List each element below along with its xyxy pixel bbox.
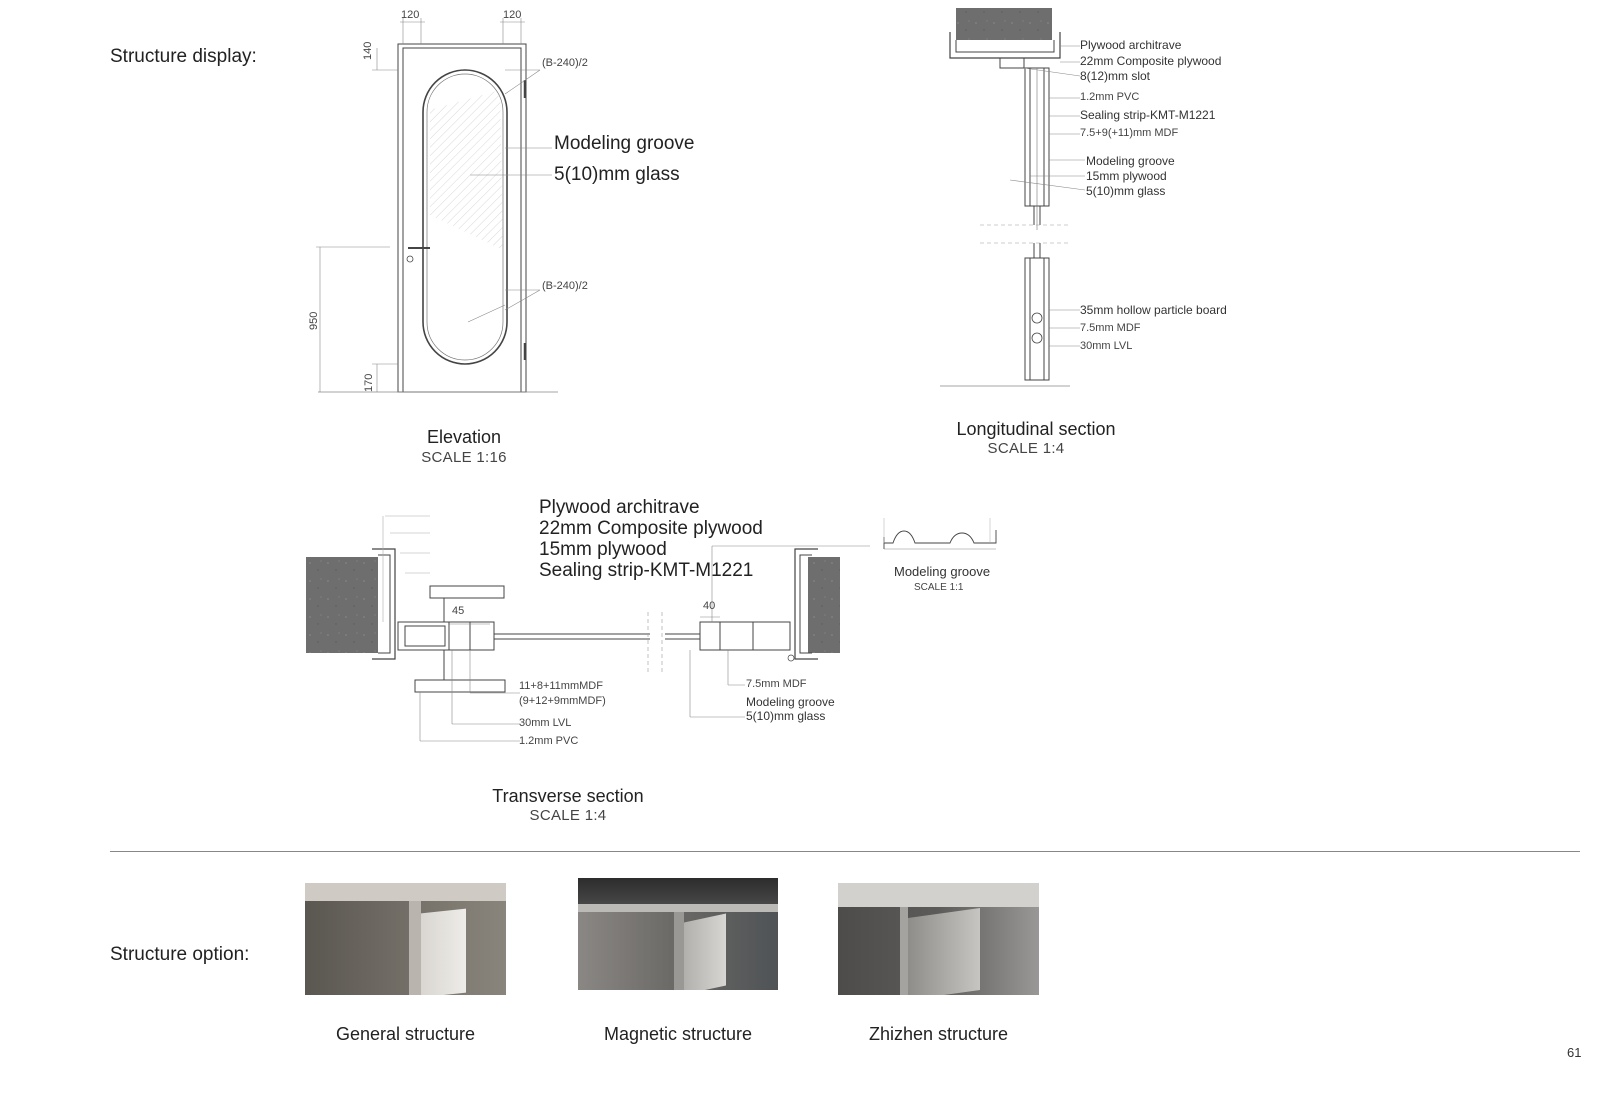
- trans-note-glass: 5(10)mm glass: [746, 709, 826, 723]
- trans-note-lvl: 30mm LVL: [519, 717, 572, 729]
- trans-note-pvc: 1.2mm PVC: [519, 735, 579, 747]
- long-note-slot: 8(12)mm slot: [1080, 69, 1151, 83]
- elevation-title: Elevation: [426, 427, 502, 447]
- trans-note-composite: 22mm Composite plywood: [539, 518, 763, 539]
- groove-detail-title: Modeling groove: [894, 564, 991, 579]
- trans-dim-right: 40: [703, 600, 716, 612]
- trans-note-architrave: Plywood architrave: [539, 497, 700, 518]
- trans-note-plywood: 15mm plywood: [539, 539, 667, 560]
- long-note-architrave: Plywood architrave: [1080, 38, 1182, 52]
- long-note-lvl: 30mm LVL: [1080, 340, 1133, 352]
- long-note-pvc: 1.2mm PVC: [1080, 91, 1140, 103]
- long-note-particle: 35mm hollow particle board: [1080, 303, 1227, 317]
- elevation-dim-bottom: 170: [363, 373, 375, 392]
- elevation-drawing: [316, 18, 558, 392]
- long-note-mdf-75: 7.5mm MDF: [1080, 322, 1141, 334]
- long-note-composite: 22mm Composite plywood: [1080, 54, 1222, 68]
- long-note-groove: Modeling groove: [1086, 154, 1175, 168]
- option-label-zhizhen: Zhizhen structure: [868, 1024, 1009, 1044]
- elevation-note-groove: Modeling groove: [554, 133, 695, 154]
- longitudinal-section-drawing: [940, 8, 1085, 386]
- groove-detail-scale: SCALE 1:1: [914, 582, 964, 593]
- trans-note-mdf-b: (9+12+9mmMDF): [519, 695, 606, 707]
- elevation-callout-upper: (B-240)/2: [542, 57, 588, 69]
- trans-dim-left: 45: [452, 605, 465, 617]
- structure-option-label: Structure option:: [110, 944, 250, 965]
- elevation-callout-lower: (B-240)/2: [542, 280, 588, 292]
- general-structure-photo: [305, 883, 506, 995]
- long-note-glass: 5(10)mm glass: [1086, 184, 1166, 198]
- longitudinal-title: Longitudinal section: [956, 419, 1116, 439]
- elevation-dim-handle-height: 950: [308, 311, 320, 330]
- trans-note-groove: Modeling groove: [746, 695, 835, 709]
- long-note-mdf: 7.5+9(+11)mm MDF: [1080, 127, 1179, 139]
- elevation-dim-top-left: 120: [401, 9, 420, 21]
- long-note-seal: Sealing strip-KMT-M1221: [1080, 108, 1216, 122]
- transverse-title: Transverse section: [492, 786, 644, 806]
- modeling-groove-detail-drawing: [884, 518, 996, 549]
- structure-display-label: Structure display:: [110, 46, 257, 67]
- trans-note-mdf-a: 11+8+11mmMDF: [519, 680, 603, 692]
- long-note-plywood: 15mm plywood: [1086, 169, 1167, 183]
- longitudinal-scale: SCALE 1:4: [987, 440, 1065, 457]
- magnetic-structure-photo: [578, 878, 778, 990]
- transverse-scale: SCALE 1:4: [529, 807, 607, 824]
- option-label-general: General structure: [335, 1024, 476, 1044]
- section-divider: [110, 851, 1580, 852]
- option-label-magnetic: Magnetic structure: [603, 1024, 753, 1044]
- page-number: 61: [1567, 1045, 1582, 1060]
- trans-note-seal: Sealing strip-KMT-M1221: [539, 560, 754, 581]
- elevation-dim-top-right: 120: [503, 9, 522, 21]
- zhizhen-structure-photo: [838, 883, 1039, 995]
- trans-note-mdf-75: 7.5mm MDF: [746, 678, 807, 690]
- elevation-note-glass: 5(10)mm glass: [554, 164, 680, 185]
- elevation-dim-side-top: 140: [362, 41, 374, 60]
- elevation-scale: SCALE 1:16: [421, 449, 507, 466]
